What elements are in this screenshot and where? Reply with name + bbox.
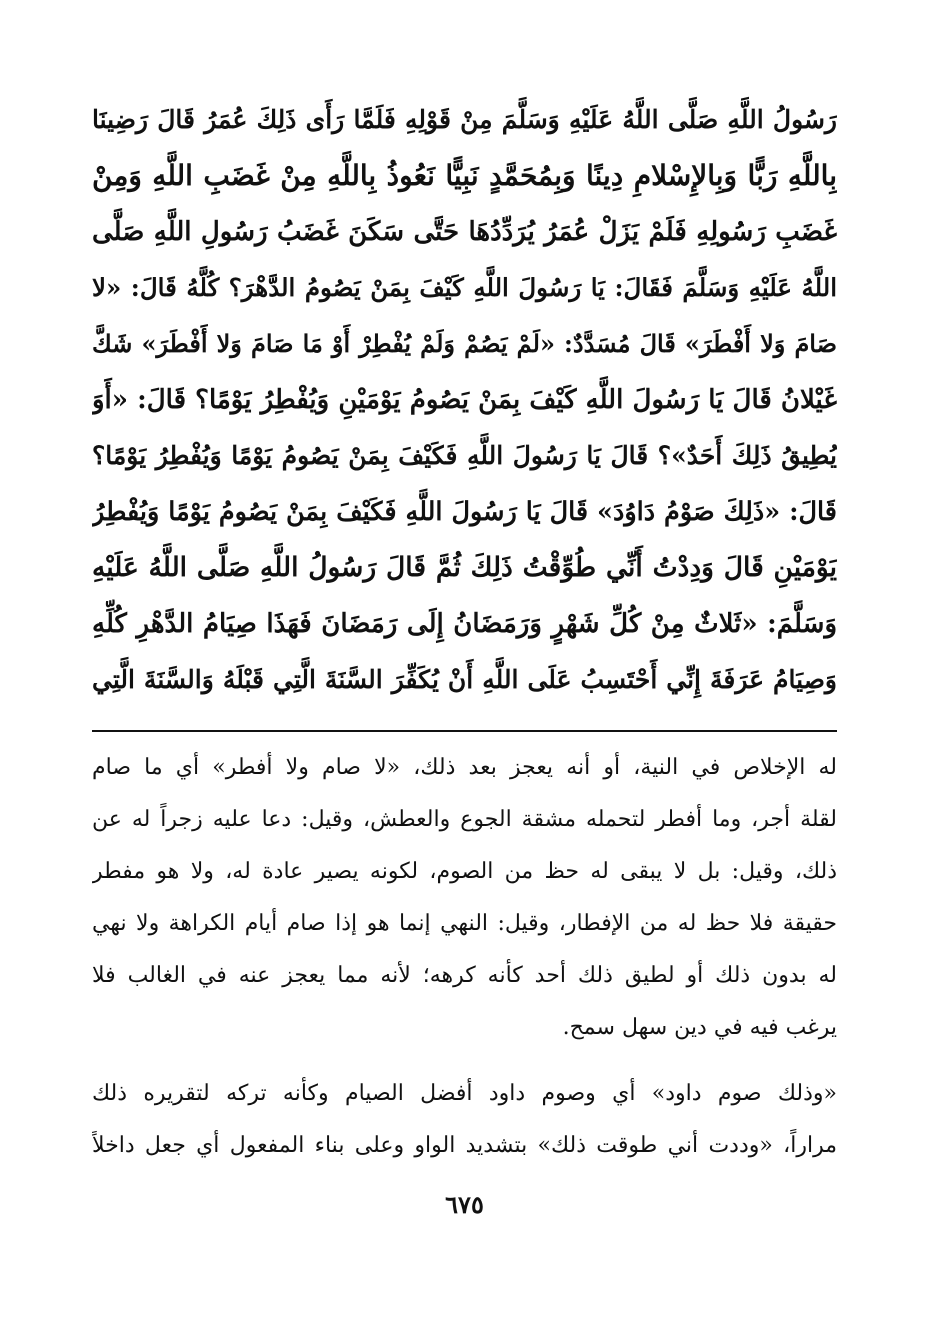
commentary-line: «وذلك صوم داود» أي وصوم داود أفضل الصيام وكأنه تركه لتقريره ذلك (92, 1081, 837, 1106)
hadith-line: وَصِيَامُ عَرَفَةَ إِنِّي أَحْتَسِبُ عَلَى اللَّهِ أَنْ يُكَفِّرَ السَّنَةَ الَّتِي قَبْلَهُ وَالسَّنَةَ الَّتِي (92, 665, 837, 694)
footnote-divider (92, 730, 837, 732)
commentary-line: لقلة أجر، وما أفطر لتحمله مشقة الجوع والعطش، وقيل: دعا عليه زجراً له عن (92, 807, 837, 832)
paragraph-gap (92, 1054, 837, 1068)
page-number: ٦٧٥ (445, 1190, 484, 1219)
hadith-line: يَوْمَيْنِ قَالَ وَدِدْتُ أَنِّي طُوِّقْتُ ذَلِكَ ثُمَّ قَالَ رَسُولُ اللَّهِ صَلَّى اللَّهُ عَلَيْهِ (92, 552, 837, 583)
hadith-line: وَسَلَّمَ: «ثَلاثٌ مِنْ كُلِّ شَهْرٍ وَرَمَضَانُ إِلَى رَمَضَانَ فَهَذَا صِيَامُ الدَّهْرِ كُلِّهِ (92, 609, 837, 639)
commentary-section (92, 742, 837, 1172)
hadith-text (92, 92, 837, 708)
commentary-line: له الإخلاص في النية، أو أنه يعجز بعد ذلك، «لا صام ولا أفطر» أي ما صام (92, 755, 837, 780)
hadith-line: يُطِيقُ ذَلِكَ أَحَدٌ»؟ قَالَ يَا رَسُولَ اللَّهِ فَكَيْفَ بِمَنْ يَصُومُ يَوْمًا وَيُفْطِرُ يَوْمًا؟ (92, 441, 837, 470)
commentary-line: له بدون ذلك أو لطيق ذلك أحد كأنه كرهه؛ لأنه مما يعجز عنه في الغالب فلا (92, 963, 837, 988)
commentary-line: يرغب فيه في دين سهل سمح. (562, 1015, 837, 1040)
commentary-line: حقيقة فلا حظ له من الإفطار، وقيل: النهي إنما هو إذا صام أيام الكراهة ولا نهي (92, 911, 837, 936)
commentary-line: مراراً، «وددت أني طوقت ذلك» بتشديد الواو وعلى بناء المفعول أي جعل داخلاً (92, 1133, 837, 1158)
hadith-line: رَسُولُ اللَّهِ صَلَّى اللَّهُ عَلَيْهِ وَسَلَّمَ مِنْ قَوْلِهِ فَلَمَّا رَأَى ذَلِكَ عُمَرُ قَالَ رَضِينَا (92, 105, 837, 134)
hadith-line: غَيْلانُ قَالَ يَا رَسُولَ اللَّهِ كَيْفَ بِمَنْ يَصُومُ يَوْمَيْنِ وَيُفْطِرُ يَوْمًا؟ قَالَ: «أَوَ (92, 385, 837, 415)
hadith-line: بِاللَّهِ رَبًّا وَبِالإِسْلامِ دِينًا وَبِمُحَمَّدٍ نَبِيًّا نَعُوذُ بِاللَّهِ مِنْ غَضَبِ اللَّهِ وَمِنْ (92, 159, 837, 192)
commentary-line: ذلك، وقيل: بل لا يبقى له حظ من الصوم، لكونه يصير عادة له، ولا هو مفطر (92, 859, 837, 884)
hadith-line: قَالَ: «ذَلِكَ صَوْمُ دَاوُدَ» قَالَ يَا رَسُولَ اللَّهِ فَكَيْفَ بِمَنْ يَصُومُ يَوْمًا وَيُفْطِرُ (92, 497, 837, 527)
hadith-line: صَامَ وَلا أَفْطَرَ» قَالَ مُسَدَّدٌ: «لَمْ يَصُمْ وَلَمْ يُفْطِرْ أَوْ مَا صَامَ وَلا أَفْطَرَ» شَكَّ (92, 329, 837, 358)
hadith-line: غَضَبِ رَسُولِهِ فَلَمْ يَزَلْ عُمَرُ يُرَدِّدُهَا حَتَّى سَكَنَ غَضَبُ رَسُولِ اللَّهِ صَلَّى (92, 217, 837, 247)
hadith-line: اللَّهُ عَلَيْهِ وَسَلَّمَ فَقَالَ: يَا رَسُولَ اللَّهِ كَيْفَ بِمَنْ يَصُومُ الدَّهْرَ؟ كُلَّهُ قَالَ: «لا (92, 273, 837, 302)
